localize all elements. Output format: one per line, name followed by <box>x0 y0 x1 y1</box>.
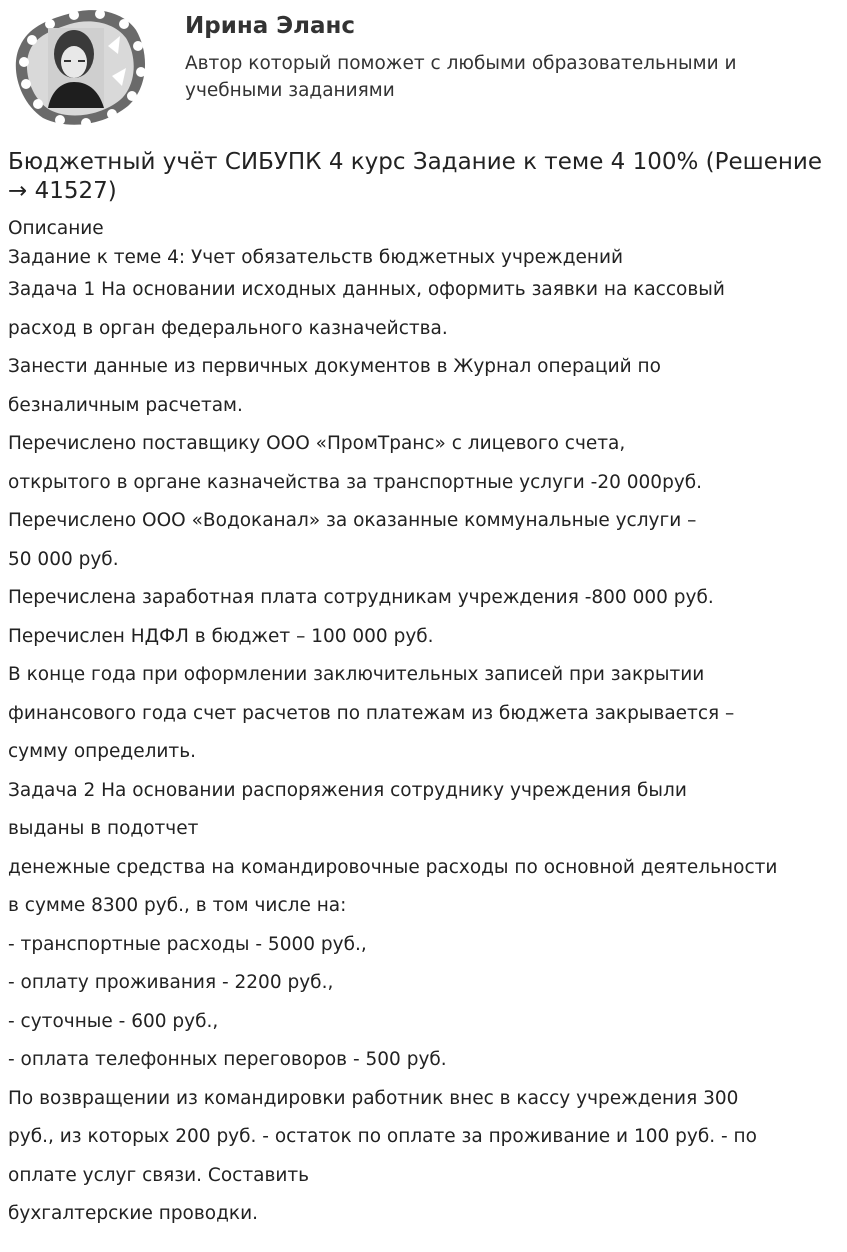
description-line: выданы в подотчет <box>8 818 199 839</box>
description-line: Задача 2 На основании распоряжения сотруднику учреждения были <box>8 779 687 801</box>
description-line: В конце года при оформлении заключительных записей при закрытии <box>8 664 705 685</box>
description-line: открытого в органе казначейства за транспортные услуги -20 000руб. <box>8 471 703 493</box>
description-line: руб., из которых 200 руб. - остаток по оплате за проживание и 100 руб. - по <box>8 1126 757 1147</box>
description-line: безналичным расчетам. <box>8 394 243 416</box>
description-line: Задача 1 На основании исходных данных, оформить заявки на кассовый <box>8 279 725 300</box>
description-line: - суточные - 600 руб., <box>8 1010 219 1032</box>
description-line: - оплата телефонных переговоров - 500 руб. <box>8 1049 447 1070</box>
author-avatar-image <box>8 6 150 128</box>
description-line: расход в орган федерального казначейства. <box>8 317 448 339</box>
description-line: - транспортные расходы - 5000 руб., <box>8 933 367 955</box>
description-line: 50 000 руб. <box>8 548 119 570</box>
description-line: Перечислено ООО «Водоканал» за оказанные коммунальные услуги – <box>8 510 697 531</box>
author-block <box>0 0 847 135</box>
description-line: в сумме 8300 руб., в том числе на: <box>8 895 347 916</box>
avatar <box>8 6 150 128</box>
author-name: Ирина Эланс <box>185 13 356 39</box>
description-line: денежные средства на командировочные расходы по основной деятельности <box>8 856 778 878</box>
author-description: Автор который поможет с любыми образовательными и учебными заданиями <box>185 53 737 101</box>
description-line: Задание к теме 4: Учет обязательств бюджетных учреждений <box>8 247 624 268</box>
description-line: сумму определить. <box>8 741 196 762</box>
document-title: Бюджетный учёт СИБУПК 4 курс Задание к теме 4 100% (Решение → 41527) <box>8 149 823 204</box>
description-line: Занести данные из первичных документов в Журнал операций по <box>8 356 661 377</box>
description-line: финансового года счет расчетов по платежам из бюджета закрывается – <box>8 702 735 724</box>
description-line: Перечислено поставщику ООО «ПромТранс» с лицевого счета, <box>8 433 626 454</box>
description-line: По возвращении из командировки работник внес в кассу учреждения 300 <box>8 1087 739 1109</box>
description-line: - оплату проживания - 2200 руб., <box>8 972 334 993</box>
description-label: Описание <box>8 218 104 239</box>
description-line: Перечислена заработная плата сотрудникам учреждения -800 000 руб. <box>8 587 714 608</box>
description-body <box>8 244 838 1234</box>
description-line: Перечислен НДФЛ в бюджет – 100 000 руб. <box>8 625 434 647</box>
description-line: бухгалтерские проводки. <box>8 1203 258 1224</box>
description-line: оплате услуг связи. Составить <box>8 1164 310 1186</box>
